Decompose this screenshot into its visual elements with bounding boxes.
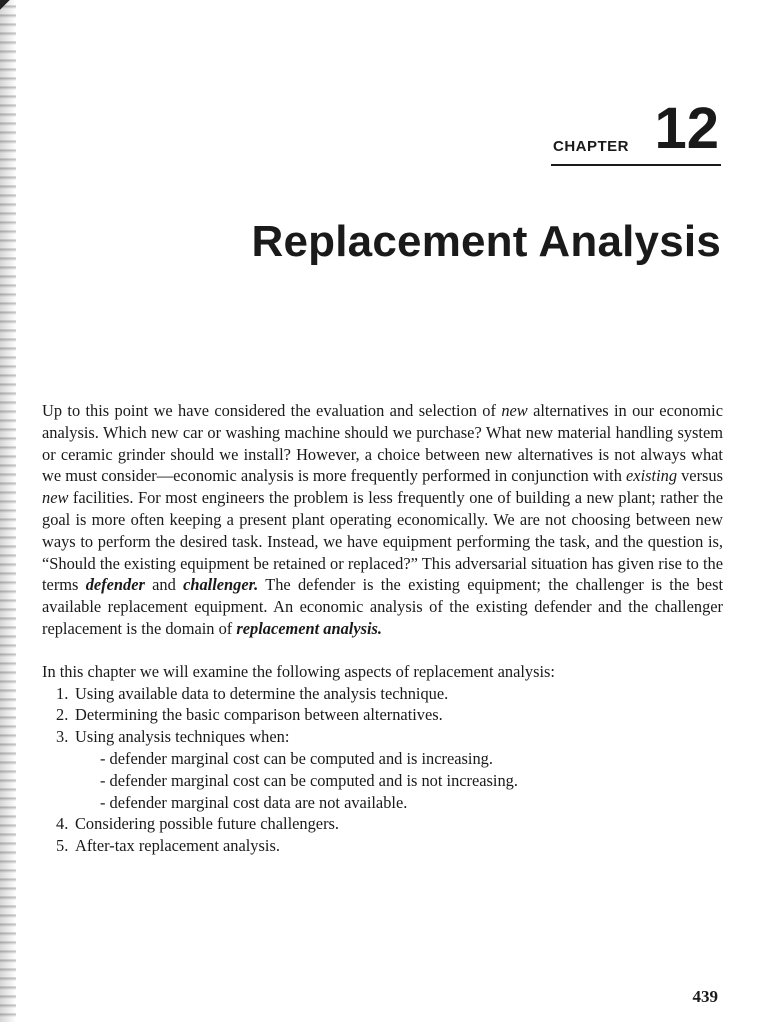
intro-text: versus: [677, 466, 723, 486]
emphasis-new: new: [42, 488, 69, 508]
list-number: 5.: [56, 836, 69, 856]
page-title: Replacement Analysis: [251, 217, 721, 266]
sublist-item: - defender marginal cost can be computed and is increasing.: [100, 748, 493, 768]
intro-text: facilities. For most engineers the problem is less frequently one of building a new plant; rather the goal is more often keeping a present plant operating economically. We are not choosing between new ways to perform the desired task. Instead, we have equipment performing the task, and the question is, “Should the existing equipment be retained or replaced?” This adversarial situation has given rise to the terms: [42, 488, 723, 595]
intro-text: and: [144, 575, 184, 595]
list-text: Using analysis techniques when:: [75, 727, 290, 747]
list-number: 2.: [56, 705, 69, 725]
intro-text: alternatives in our economic analysis. Which new car or washing machine should we purchase? What new material handling system or ceramic grinder should we install? However, a choice between new alternatives is not always what we must consider—economic analysis is more frequently performed in conjunction with: [42, 401, 724, 486]
sublist: [56, 748, 723, 813]
list-number: 4.: [56, 814, 69, 834]
sublist-item: - defender marginal cost data are not available.: [100, 792, 408, 812]
aspects-list: [42, 683, 723, 857]
term-defender: defender: [85, 575, 145, 595]
sublist-item: - defender marginal cost can be computed and is not increasing.: [100, 770, 518, 790]
list-text: Determining the basic comparison between alternatives.: [75, 705, 443, 725]
list-item: [42, 835, 723, 857]
chapter-number: 12: [654, 96, 719, 161]
term-challenger: challenger.: [183, 575, 259, 595]
list-text: Using available data to determine the analysis technique.: [75, 683, 449, 703]
list-text: Considering possible future challengers.: [75, 814, 340, 834]
scan-edge-shadow: [0, 0, 16, 1022]
list-text: After-tax replacement analysis.: [75, 836, 280, 856]
list-item: [42, 683, 723, 705]
list-number: 3.: [56, 727, 69, 747]
list-item: [42, 813, 723, 835]
chapter-body: [42, 400, 723, 857]
page-number: 439: [692, 987, 718, 1006]
chapter-heading: [551, 96, 721, 170]
intro-text: The defender is the existing equipment; the challenger is the best available replacement equipment. An economic analysis of the existing defender and the challenger replacement is the domain of: [42, 575, 723, 638]
aspects-lead: In this chapter we will examine the following aspects of replacement analysis:: [42, 661, 555, 681]
intro-paragraph: [42, 400, 723, 640]
intro-text: Up to this point we have considered the evaluation and selection of: [42, 401, 502, 420]
chapter-rule: [551, 164, 721, 166]
list-item: [42, 704, 723, 726]
chapter-label: CHAPTER: [553, 138, 630, 155]
list-number: 1.: [56, 683, 69, 703]
emphasis-existing: existing: [626, 466, 678, 486]
scan-corner-mark: [0, 0, 10, 14]
emphasis-new: new: [501, 401, 528, 420]
term-replacement-analysis: replacement analysis.: [236, 618, 383, 638]
list-item: [42, 726, 723, 813]
